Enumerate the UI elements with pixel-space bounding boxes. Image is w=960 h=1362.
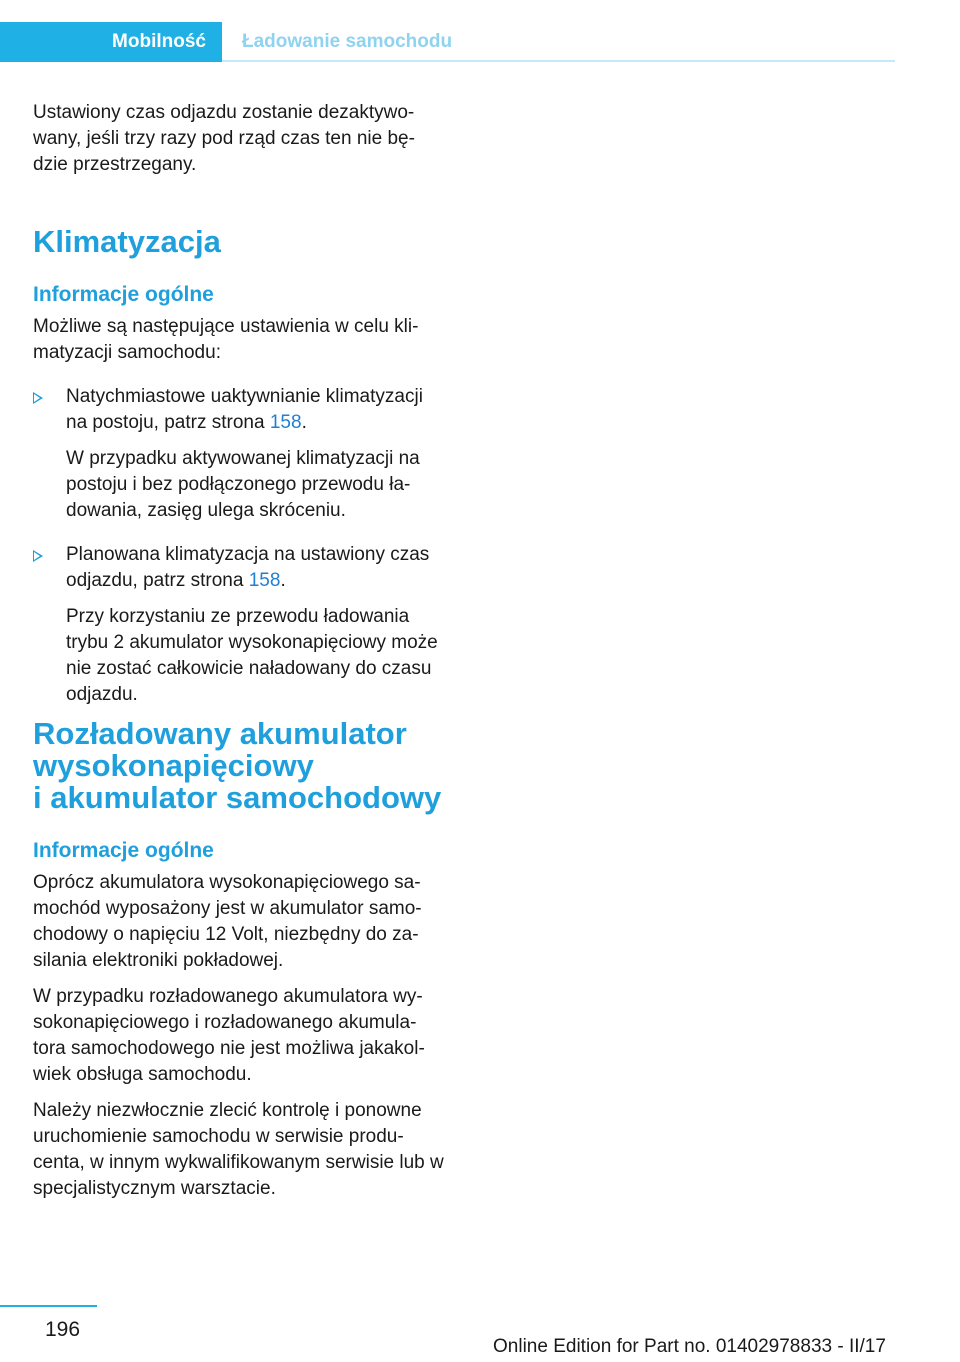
list-item-text: Planowana klimatyzacja na ustawiony czas odjazdu, patrz strona 158. xyxy=(66,544,430,591)
page-link-158[interactable]: 158 xyxy=(269,412,302,433)
list-item xyxy=(33,542,448,708)
list-item-text: Natychmiastowe uaktywnianie klimatyzacji na postoju, patrz strona 158. xyxy=(66,386,423,433)
intro-paragraph: Ustawiony czas odjazdu zostanie dezaktywo-wany, jeśli trzy razy pod rząd czas ten nie bę-dzie przestrzegany. xyxy=(33,102,415,175)
tab-mobilnosc[interactable]: Mobilność xyxy=(0,22,222,62)
paragraph: Należy niezwłocznie zlecić kontrolę i ponowne uruchomienie samochodu w serwisie produ-centa, w innym wykwalifikowanym serwisie lub w specjalistycznym warsztacie. xyxy=(33,1100,444,1199)
list-item-note: Przy korzystaniu ze przewodu ładowania trybu 2 akumulator wysokonapięciowy może nie zostać całkowicie naładowany do czasu odjazdu. xyxy=(66,606,438,705)
section-klimatyzacja xyxy=(33,226,448,708)
triangle-bullet-icon xyxy=(33,550,43,562)
subheading-informacje-ogolne: Informacje ogólne xyxy=(33,839,214,862)
list-item xyxy=(33,384,448,524)
paragraph: W przypadku rozładowanego akumulatora wy-sokonapięciowego i rozładowanego akumula-tora samochodowego nie jest możliwa jakakol-wiek obsługa samochodu. xyxy=(33,986,425,1085)
intro-block xyxy=(33,100,448,178)
header-divider xyxy=(222,60,895,62)
heading-klimatyzacja: Klimatyzacja xyxy=(33,224,221,259)
page-link-158[interactable]: 158 xyxy=(248,570,281,591)
footer-accent-line xyxy=(0,1305,97,1307)
section1-lead: Możliwe są następujące ustawienia w celu kli-matyzacji samochodu: xyxy=(33,316,419,363)
heading-rozladowany-akumulator: Rozładowany akumulator wysokonapięciowy i akumulator samochodowy xyxy=(33,716,442,815)
triangle-bullet-icon xyxy=(33,392,43,404)
page-number: 196 xyxy=(45,1318,81,1341)
tab-ladowanie-samochodu[interactable]: Ładowanie samochodu xyxy=(242,31,453,52)
edition-footer: Online Edition for Part no. 01402978833 - II/17 xyxy=(493,1336,886,1357)
subheading-informacje-ogolne: Informacje ogólne xyxy=(33,283,214,306)
paragraph: Oprócz akumulatora wysokonapięciowego sa-mochód wyposażony jest w akumulator samo-chodowy o napięciu 12 Volt, niezbędny do za-silania elektroniki pokładowej. xyxy=(33,872,422,971)
section-rozladowany-akumulator xyxy=(33,718,448,1202)
list-item-note: W przypadku aktywowanej klimatyzacji na postoju i bez podłączonego przewodu ła-dowania, zasięg ulega skróceniu. xyxy=(66,448,420,521)
header-tabs xyxy=(0,22,895,62)
